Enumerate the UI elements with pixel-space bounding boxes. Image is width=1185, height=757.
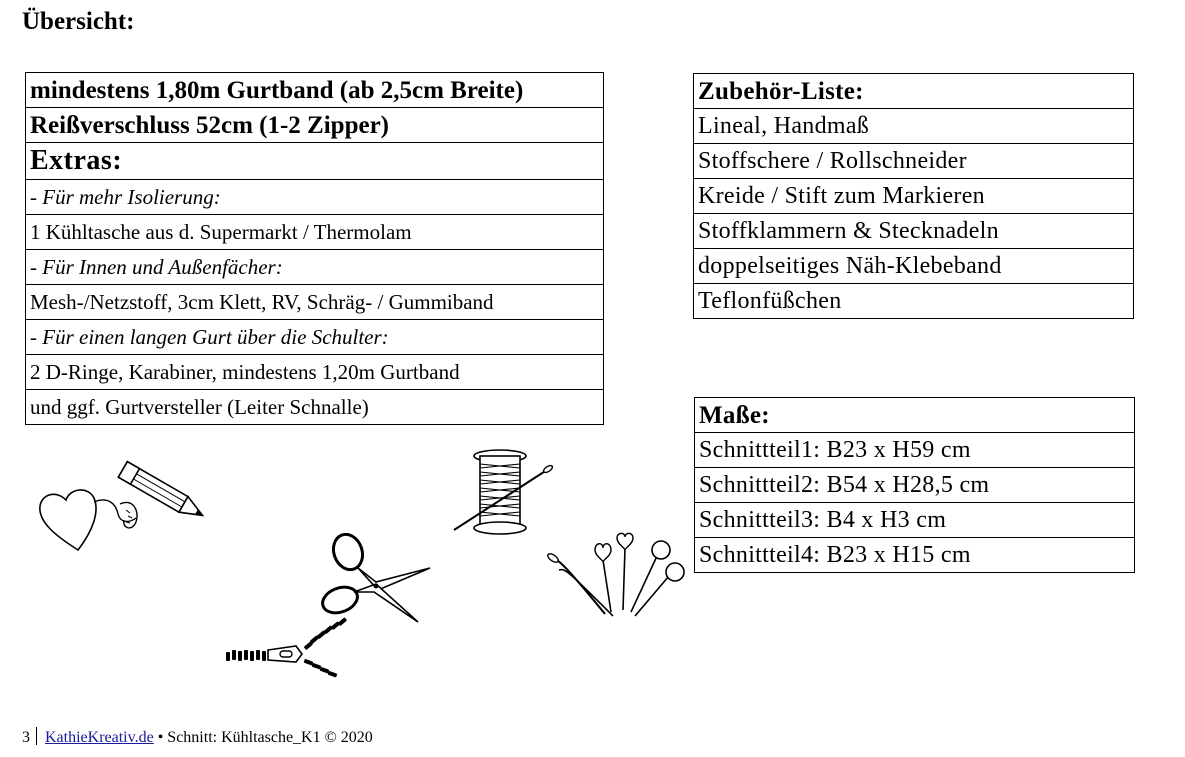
website-link[interactable]: KathieKreativ.de	[45, 729, 154, 746]
heart-tape-pencil-icon	[36, 462, 201, 557]
pockets-item: Mesh-/Netzstoff, 3cm Klett, RV, Schräg- / Gummiband	[26, 285, 604, 320]
footer-separator	[36, 727, 37, 745]
page-heading: Übersicht:	[22, 8, 135, 35]
material-webbing: mindestens 1,80m Gurtband (ab 2,5cm Breite)	[26, 73, 604, 108]
page-number: 3	[22, 729, 30, 746]
tools-title: Zubehör-Liste:	[694, 74, 1134, 109]
tools-item: Kreide / Stift zum Markieren	[694, 179, 1134, 214]
strap-item-1: 2 D-Ringe, Karabiner, mindestens 1,20m Gurtband	[26, 355, 604, 390]
footer-bullet: •	[157, 729, 164, 746]
tools-item: Teflonfüßchen	[694, 284, 1134, 319]
tools-table	[693, 73, 1134, 319]
extras-title: Extras:	[26, 143, 604, 180]
measures-item: Schnittteil2: B54 x H28,5 cm	[695, 468, 1135, 503]
isolation-item: 1 Kühltasche aus d. Supermarkt / Thermolam	[26, 215, 604, 250]
tools-item: Stoffschere / Rollschneider	[694, 144, 1134, 179]
tools-item: Lineal, Handmaß	[694, 109, 1134, 144]
isolation-title: - Für mehr Isolierung:	[26, 180, 604, 215]
strap-title: - Für einen langen Gurt über die Schulter:	[26, 320, 604, 355]
measures-item: Schnittteil3: B4 x H3 cm	[695, 503, 1135, 538]
pockets-title: - Für Innen und Außenfächer:	[26, 250, 604, 285]
measures-item: Schnittteil4: B23 x H15 cm	[695, 538, 1135, 573]
material-zipper: Reißverschluss 52cm (1-2 Zipper)	[26, 108, 604, 143]
measures-item: Schnittteil1: B23 x H59 cm	[695, 433, 1135, 468]
tools-item: doppelseitiges Näh-Klebeband	[694, 249, 1134, 284]
measures-table	[694, 397, 1135, 573]
footer-copyright: Schnitt: Kühltasche_K1 © 2020	[167, 729, 373, 746]
scissors-icon	[318, 530, 438, 625]
materials-table	[25, 72, 604, 425]
tools-item: Stoffklammern & Stecknadeln	[694, 214, 1134, 249]
page-footer	[22, 727, 373, 747]
pins-needles-icon	[545, 530, 690, 620]
zipper-icon	[222, 624, 357, 684]
thread-spool-icon	[446, 446, 561, 541]
measures-title: Maße:	[695, 398, 1135, 433]
strap-item-2: und ggf. Gurtversteller (Leiter Schnalle)	[26, 390, 604, 425]
